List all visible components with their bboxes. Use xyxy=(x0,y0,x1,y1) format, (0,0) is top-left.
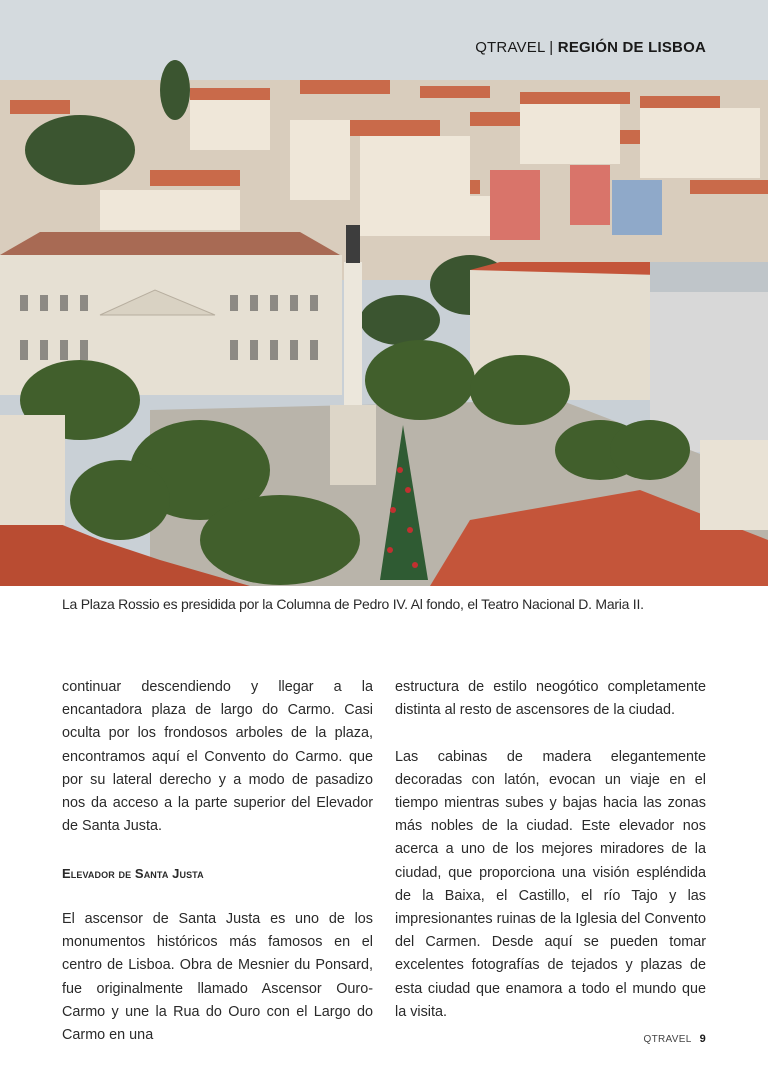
left-column xyxy=(62,676,373,1070)
left-paragraph-1: continuar descendiendo y llegar a la encantadora plaza de largo do Carmo. Casi oculta por los frondosos arboles de la plaza, encontramos aquí el Convento do Carmo. que por su lateral derecho y a modo de pasadizo nos da acceso a la parte superior del Elevador de Santa Justa. xyxy=(62,679,373,835)
right-paragraph-1: estructura de estilo neogótico completamente distinta al resto de ascensores de la ciudad. xyxy=(395,679,706,719)
photo-caption: La Plaza Rossio es presidida por la Columna de Pedro IV. Al fondo, el Teatro Nacional D. Maria II. xyxy=(62,596,644,612)
section-header xyxy=(475,39,706,56)
right-column xyxy=(395,676,706,1047)
page-footer xyxy=(644,1033,706,1045)
subheading: Elevador de Santa Justa xyxy=(62,865,204,881)
left-paragraph-2: El ascensor de Santa Justa es uno de los monumentos históricos más famosos en el centro de Lisboa. Obra de Mesnier du Ponsard, fue originalmente llamado Ascensor Ouro-Carmo y une la Rua do Ouro con el Largo do Carmo en una xyxy=(62,911,373,1044)
footer-brand: QTRAVEL xyxy=(643,1034,692,1045)
right-paragraph-2: Las cabinas de madera elegantemente decoradas con latón, evocan un viaje en el tiempo mientras subes y bajas hacia las zonas más nobles de la ciudad. Este elevador nos acerca a uno de los mejores miradores de la ciudad, que proporciona una visión espléndida de la Baixa, el Castillo, el río Tajo y las impresionantes ruinas de la Iglesia del Convento del Carmen. Desde aquí se pueden tomar excelentes fotografías de tejados y plazas de esta ciudad que enamora a todo el mundo que la visita. xyxy=(395,748,706,1020)
header-separator: | xyxy=(544,39,558,56)
header-section: REGIÓN DE LISBOA xyxy=(557,39,706,56)
header-brand: QTRAVEL xyxy=(475,39,545,56)
page-number: 9 xyxy=(699,1033,706,1045)
